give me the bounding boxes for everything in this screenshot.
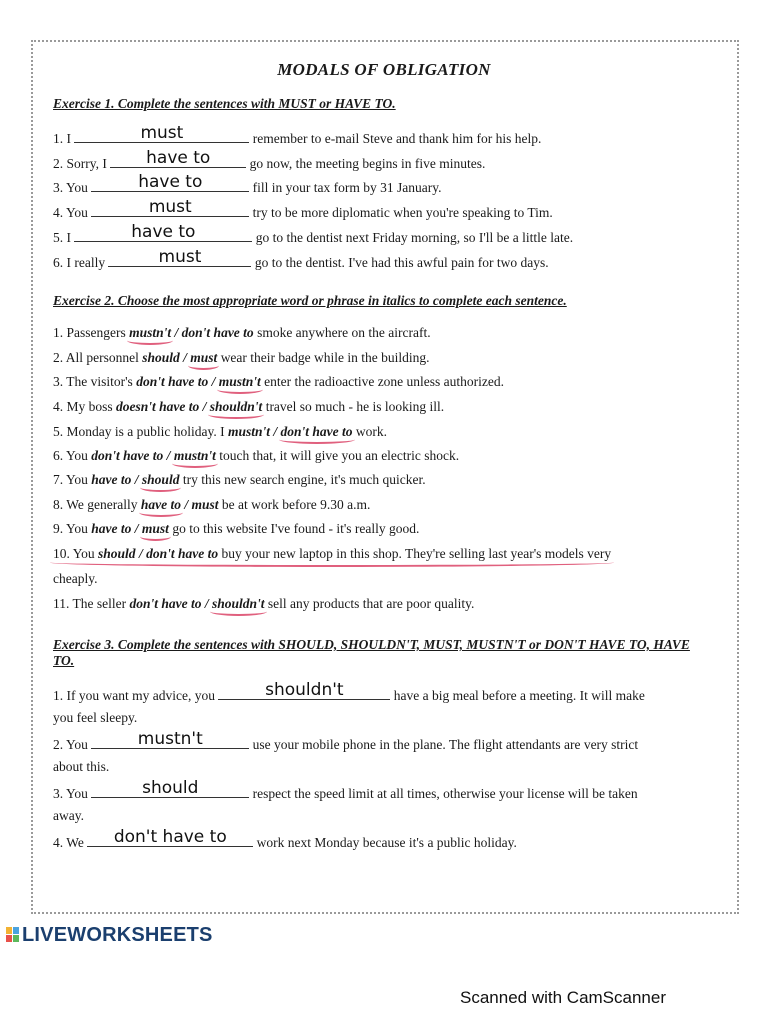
answer-field[interactable]: don't have to <box>87 832 253 847</box>
exercise-1-heading: Exercise 1. Complete the sentences with MUST or HAVE TO. <box>53 96 396 111</box>
answer-field[interactable]: shouldn't <box>218 685 390 700</box>
choice-option[interactable]: don't have to <box>181 325 254 340</box>
choice-option[interactable]: should <box>142 350 180 365</box>
choice-option[interactable]: have to <box>91 472 132 487</box>
ex3-item-continuation: about this. <box>53 759 110 774</box>
ex2-item: 8. We generally have to / must be at work before 9.30 a.m. <box>53 497 371 512</box>
ex3-item: 4. We don't have to work next Monday because it's a public holiday. <box>53 827 517 850</box>
liveworksheets-logo: LIVEWORKSHEETS <box>6 924 213 947</box>
choice-option[interactable]: don't have to <box>146 546 219 561</box>
answer-field[interactable]: have to <box>91 177 249 192</box>
choice-option-selected[interactable]: must <box>190 350 218 365</box>
ex2-item: 9. You have to / must go to this website I've found - it's really good. <box>53 521 420 536</box>
logo-icon <box>6 927 20 943</box>
ex2-item: 3. The visitor's don't have to / mustn't enter the radioactive zone unless authorized. <box>53 374 505 389</box>
choice-option-selected[interactable]: mustn't <box>173 448 216 463</box>
choice-option-selected[interactable]: must <box>141 521 169 536</box>
choice-option-selected[interactable]: should <box>141 472 180 487</box>
choice-option-selected[interactable]: should <box>98 546 136 561</box>
ex3-item: 3. You should respect the speed limit at all times, otherwise your license will be taken <box>53 778 638 801</box>
ex1-item: 5. I have to go to the dentist next Friday morning, so I'll be a little late. <box>53 222 574 245</box>
exercise-2-heading: Exercise 2. Choose the most appropriate word or phrase in italics to complete each sentence. <box>53 293 567 308</box>
ex2-item: 10. You should / don't have to buy your new laptop in this shop. They're selling last year's models very <box>53 546 612 561</box>
answer-field[interactable]: have to <box>74 227 252 242</box>
choice-option[interactable]: don't have to <box>129 596 202 611</box>
ex3-item: 2. You mustn't use your mobile phone in the plane. The flight attendants are very strict <box>53 729 639 752</box>
choice-option-selected[interactable]: shouldn't <box>212 596 265 611</box>
ex2-item: 11. The seller don't have to / shouldn't sell any products that are poor quality. <box>53 596 475 611</box>
choice-option[interactable]: have to <box>91 521 132 536</box>
answer-field[interactable]: must <box>74 128 249 143</box>
choice-option[interactable]: must <box>191 497 219 512</box>
page-title: MODALS OF OBLIGATION <box>277 60 491 79</box>
ex1-item: 4. You must try to be more diplomatic when you're speaking to Tim. <box>53 197 553 220</box>
ex2-item: 1. Passengers mustn't / don't have to smoke anywhere on the aircraft. <box>53 325 431 340</box>
answer-field[interactable]: should <box>91 783 249 798</box>
choice-option[interactable]: don't have to <box>91 448 164 463</box>
choice-option-selected[interactable]: mustn't <box>218 374 261 389</box>
ex1-item: 1. I must remember to e-mail Steve and thank him for his help. <box>53 123 542 146</box>
choice-option-selected[interactable]: don't have to <box>280 424 353 439</box>
choice-option[interactable]: mustn't <box>227 424 271 439</box>
answer-field[interactable]: mustn't <box>91 734 249 749</box>
ex2-item: 2. All personnel should / must wear their badge while in the building. <box>53 350 430 365</box>
exercise-3-heading: Exercise 3. Complete the sentences with SHOULD, SHOULDN'T, MUST, MUSTN'T or DON'T HAVE TO, HAVE TO. <box>53 637 690 668</box>
ex1-item: 6. I really must go to the dentist. I've had this awful pain for two days. <box>53 247 549 270</box>
ex2-item: 6. You don't have to / mustn't touch that, it will give you an electric shock. <box>53 448 460 463</box>
choice-option[interactable]: don't have to <box>136 374 209 389</box>
answer-field[interactable]: must <box>91 202 249 217</box>
ex1-item: 2. Sorry, I have to go now, the meeting begins in five minutes. <box>53 148 486 171</box>
ex2-item-continuation: cheaply. <box>53 571 98 586</box>
ex2-item: 4. My boss doesn't have to / shouldn't travel so much - he is looking ill. <box>53 399 445 414</box>
choice-option-selected[interactable]: have to <box>140 497 182 512</box>
scanner-watermark: Scanned with CamScanner <box>460 988 667 1007</box>
ex3-item-continuation: away. <box>53 808 84 823</box>
choice-option[interactable]: doesn't have to <box>116 399 200 414</box>
answer-field[interactable]: have to <box>110 153 246 168</box>
answer-field[interactable]: must <box>108 252 251 267</box>
choice-option-selected[interactable]: shouldn't <box>209 399 263 414</box>
ex1-item: 3. You have to fill in your tax form by 31 January. <box>53 172 442 195</box>
ex3-item-continuation: you feel sleepy. <box>53 710 138 725</box>
ex2-item: 5. Monday is a public holiday. I mustn't / don't have to work. <box>53 424 388 439</box>
ex2-item: 7. You have to / should try this new search engine, it's much quicker. <box>53 472 426 487</box>
ex3-item: 1. If you want my advice, you shouldn't have a big meal before a meeting. It will make <box>53 680 645 703</box>
choice-option-selected[interactable]: mustn't <box>129 325 172 340</box>
